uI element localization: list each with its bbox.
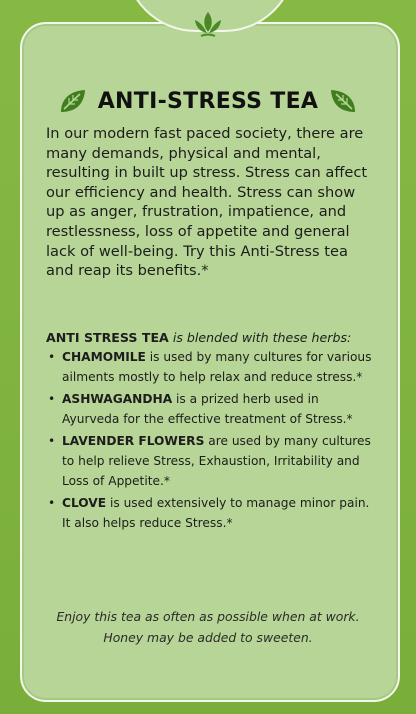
herb-desc: is a prized herb used in Ayurveda for the effective treatment of Stress.* bbox=[62, 392, 353, 426]
herb-desc: are used by many cultures to help relieve Stress, Exhaustion, Irritability and Loss of Appetite.* bbox=[62, 434, 371, 488]
blend-name: ANTI STRESS TEA bbox=[46, 330, 169, 345]
intro-paragraph: In our modern fast paced society, there are many demands, physical and mental, resulting in built up stress. Stress can affect our efficiency and health. Stress can show up as anger, frustration, impatience, and restlessness, loss of appetite and general lack of well-being. Try this Anti-Stress tea and reap its benefits.* bbox=[46, 125, 368, 280]
bullet: • bbox=[48, 434, 56, 448]
herb-desc: is used by many cultures for various ailments mostly to help relax and reduce stress.* bbox=[62, 350, 372, 384]
leaf-icon bbox=[328, 87, 358, 115]
bullet: • bbox=[48, 392, 56, 406]
footer-note bbox=[30, 606, 386, 648]
title-row bbox=[20, 84, 396, 118]
herb-name: CLOVE bbox=[62, 496, 107, 510]
footer-line: Honey may be added to sweeten. bbox=[103, 630, 313, 645]
herb-list bbox=[46, 347, 376, 535]
herb-name: CHAMOMILE bbox=[62, 350, 146, 364]
blend-heading bbox=[46, 329, 386, 347]
footer-line: Enjoy this tea as often as possible when at work. bbox=[56, 609, 360, 624]
lotus-icon bbox=[192, 10, 224, 40]
herb-item bbox=[46, 389, 376, 429]
herb-name: ASHWAGANDHA bbox=[62, 392, 173, 406]
herb-desc: is used extensively to manage minor pain. It also helps reduce Stress.* bbox=[62, 496, 370, 530]
bullet: • bbox=[48, 350, 56, 364]
herb-item bbox=[46, 431, 376, 491]
herb-item bbox=[46, 347, 376, 387]
leaf-icon bbox=[58, 87, 88, 115]
herb-item bbox=[46, 493, 376, 533]
page-title: ANTI-STRESS TEA bbox=[97, 88, 319, 114]
herb-name: LAVENDER FLOWERS bbox=[62, 434, 205, 448]
bullet: • bbox=[48, 496, 56, 510]
blend-text: is blended with these herbs: bbox=[172, 330, 352, 345]
